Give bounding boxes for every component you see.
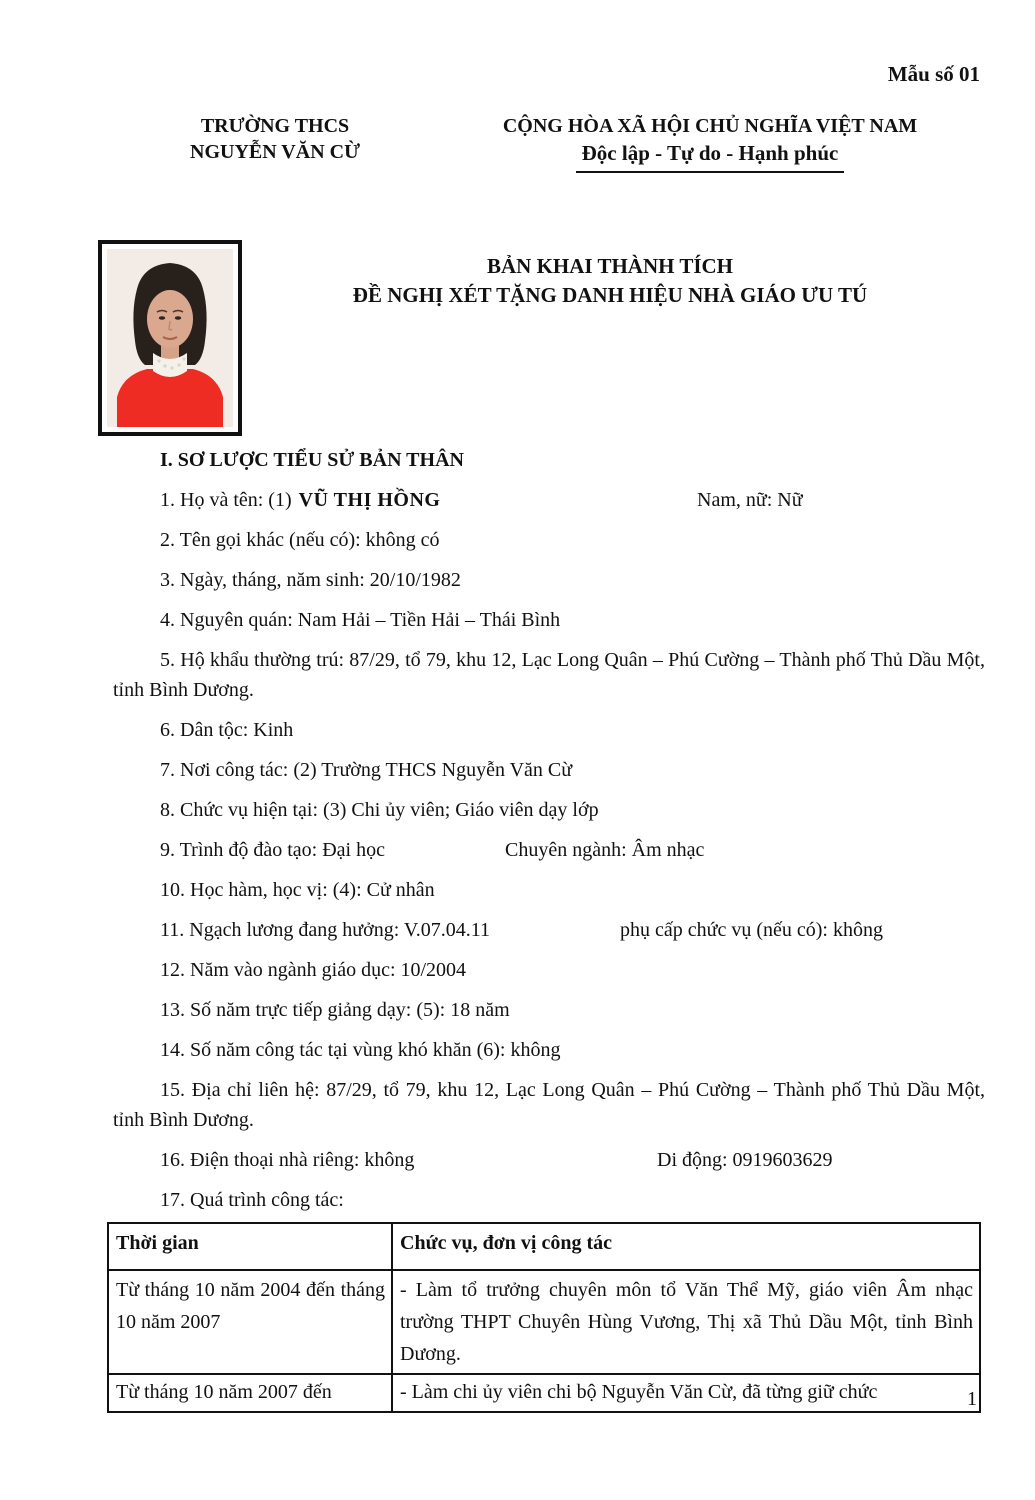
item-work-history-label: 17. Quá trình công tác: — [160, 1189, 344, 1211]
time-cell: Từ tháng 10 năm 2007 đến — [108, 1374, 392, 1412]
table-header-row — [108, 1223, 980, 1270]
biography-section — [113, 445, 985, 1225]
position-allowance-value: phụ cấp chức vụ (nếu có): không — [620, 919, 883, 941]
school-name-line1: TRƯỜNG THCS — [200, 115, 350, 137]
item-phone: 16. Điện thoại nhà riêng: không Di động: 0919603629 — [113, 1145, 985, 1175]
document-title-line2: ĐỀ NGHỊ XÉT TẶNG DANH HIỆU NHÀ GIÁO ƯU TÚ — [352, 283, 868, 307]
item-contact-address: 15. Địa chỉ liên hệ: 87/29, tổ 79, khu 12, Lạc Long Quân – Phú Cường – Thành phố Thủ Dầu Một, tỉnh Bình Dương. — [113, 1079, 985, 1131]
document-title — [240, 252, 980, 310]
national-title: CỘNG HÒA XÃ HỘI CHỦ NGHĨA VIỆT NAM — [502, 115, 918, 137]
position-cell: - Làm tổ trưởng chuyên môn tổ Văn Thể Mỹ, giáo viên Âm nhạc trường THPT Chuyên Hùng Vương, Thị xã Thủ Dầu Một, tỉnh Bình Dương. — [392, 1270, 980, 1374]
national-header-block — [450, 113, 970, 173]
issuing-school-block — [130, 113, 420, 165]
page-number: 1 — [967, 1388, 977, 1410]
national-motto: Độc lập - Tự do - Hạnh phúc — [576, 140, 845, 173]
item-birth-date: 3. Ngày, tháng, năm sinh: 20/10/1982 — [160, 569, 461, 591]
item-current-position: 8. Chức vụ hiện tại: (3) Chi ủy viên; Giáo viên dạy lớp — [160, 799, 599, 821]
person-name: VŨ THỊ HỒNG — [298, 489, 441, 511]
mobile-phone-value: Di động: 0919603629 — [657, 1149, 833, 1171]
school-name-line2: NGUYỄN VĂN CỪ — [190, 141, 360, 163]
item-full-name: 1. Họ và tên: (1) VŨ THỊ HỒNG Nam, nữ: Nữ — [113, 485, 985, 515]
column-header-position: Chức vụ, đơn vị công tác — [392, 1223, 980, 1270]
column-header-time: Thời gian — [108, 1223, 392, 1270]
item-salary-grade: 11. Ngạch lương đang hưởng: V.07.04.11 phụ cấp chức vụ (nếu có): không — [113, 915, 985, 945]
item-residence: 5. Hộ khẩu thường trú: 87/29, tổ 79, khu 12, Lạc Long Quân – Phú Cường – Thành phố Thủ Dầu Một, tỉnh Bình Dương. — [113, 649, 985, 701]
item-hardship-years: 14. Số năm công tác tại vùng khó khăn (6): không — [160, 1039, 561, 1061]
table-row — [108, 1374, 980, 1412]
item-native-place: 4. Nguyên quán: Nam Hải – Tiền Hải – Thái Bình — [160, 609, 561, 631]
item-teaching-years: 13. Số năm trực tiếp giảng dạy: (5): 18 năm — [160, 999, 510, 1021]
gender-value: Nam, nữ: Nữ — [697, 489, 803, 511]
time-cell: Từ tháng 10 năm 2004 đến tháng 10 năm 2007 — [108, 1270, 392, 1374]
item-academic-degree: 10. Học hàm, học vị: (4): Cử nhân — [160, 879, 435, 901]
item-workplace: 7. Nơi công tác: (2) Trường THCS Nguyễn Văn Cừ — [160, 759, 573, 781]
item-ethnicity: 6. Dân tộc: Kinh — [160, 719, 294, 741]
major-value: Chuyên ngành: Âm nhạc — [505, 839, 705, 861]
portrait-photo-illustration — [107, 249, 233, 427]
position-cell: - Làm chi ủy viên chi bộ Nguyễn Văn Cừ, đã từng giữ chức — [392, 1374, 980, 1412]
item-education-level: 9. Trình độ đào tạo: Đại học Chuyên ngành: Âm nhạc — [113, 835, 985, 865]
item-other-name: 2. Tên gọi khác (nếu có): không có — [160, 529, 440, 551]
document-title-line1: BẢN KHAI THÀNH TÍCH — [486, 254, 734, 278]
portrait-photo — [98, 240, 242, 436]
item-year-joined: 12. Năm vào ngành giáo dục: 10/2004 — [160, 959, 467, 981]
form-number-label: Mẫu số 01 — [887, 62, 980, 86]
table-row — [108, 1270, 980, 1374]
section-heading: I. SƠ LƯỢC TIỂU SỬ BẢN THÂN — [160, 449, 464, 471]
work-history-table — [107, 1222, 981, 1413]
